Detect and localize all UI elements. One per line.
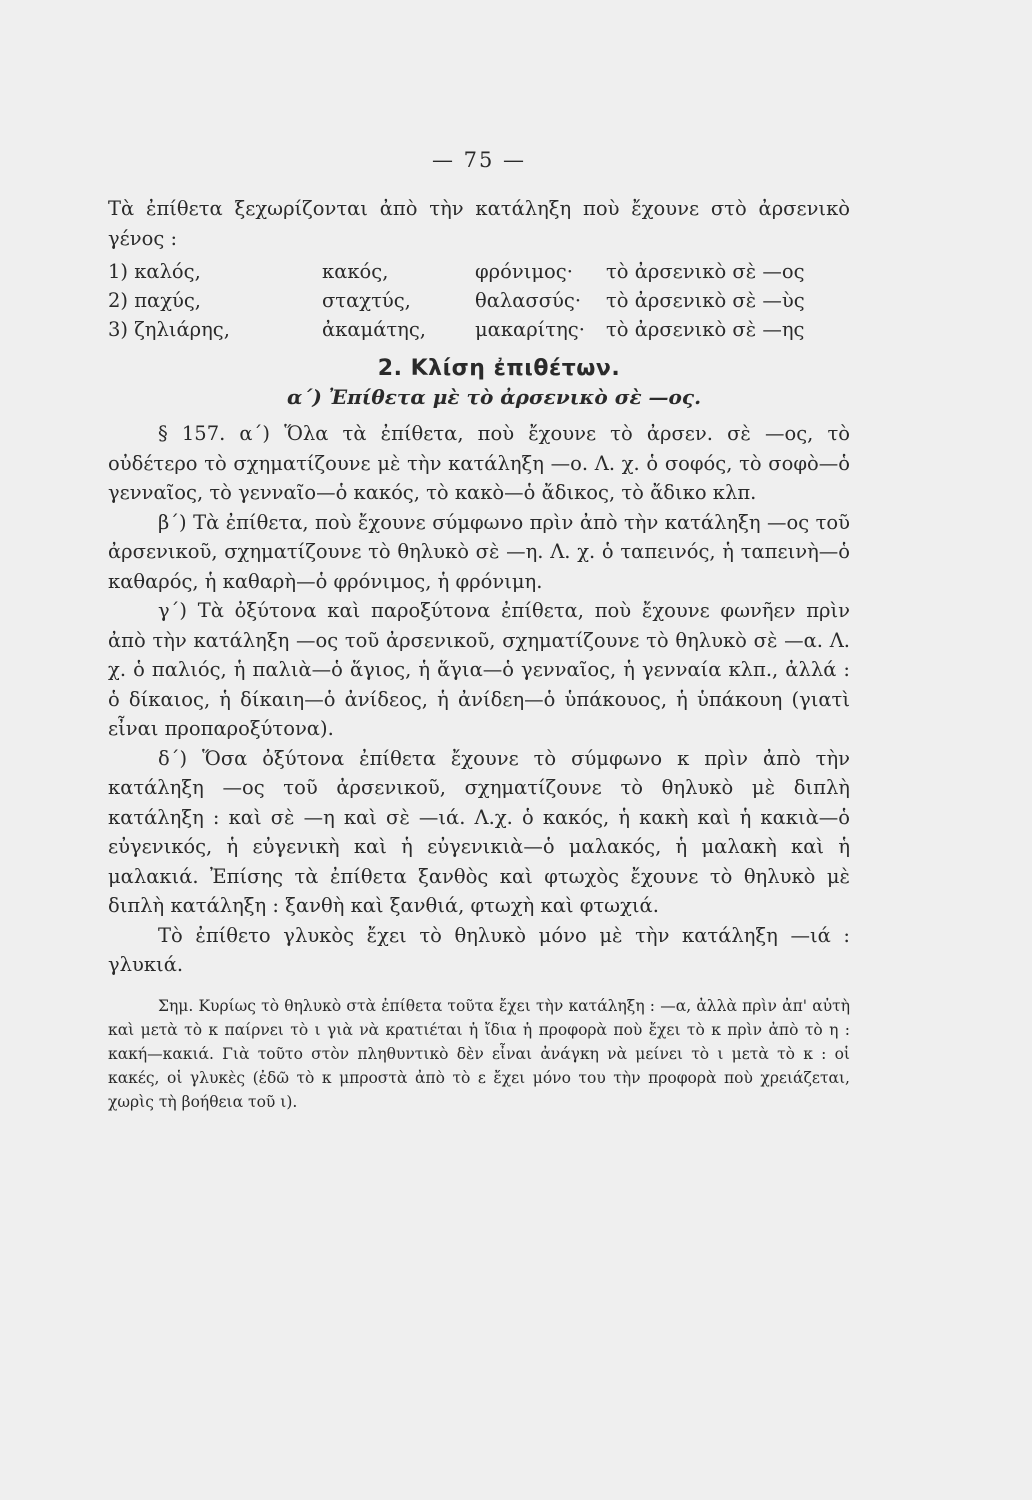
paragraph-b: β΄) Τὰ ἐπίθετα, ποὺ ἔχουνε σύμφωνο πρὶν ἀπὸ τὴν κατάληξη —ος τοῦ ἀρσενικοῦ, σχηματίζουνε τὸ θηλυκὸ σὲ —η. Λ. χ. ὁ ταπεινός, ἡ ταπεινὴ—ὁ καθαρός, ἡ καθαρὴ—ὁ φρόνιμος, ἡ φρόνιμη. <box>108 510 850 593</box>
paragraph-glykos: Τὸ ἐπίθετο γλυκὸς ἔχει τὸ θηλυκὸ μόνο μὲ τὴν κατάληξη —ιά : γλυκιά. <box>108 923 850 976</box>
page-number: — 75 — <box>431 148 527 172</box>
note-text: Σημ. Κυρίως τὸ θηλυκὸ στὰ ἐπίθετα τοῦτα ἔχει τὴν κατάληξη : —α, ἀλλὰ πρὶν ἀπ' αὐτὴ καὶ μετὰ τὸ κ παίρνει τὸ ι γιὰ νὰ κρατιέται ἡ ἴδια ἡ προφορὰ ποὺ ἔχει τὸ κ πρὶν ἀπὸ τὸ η : κακή—κακιά. Γιὰ τοῦτο στὸν πληθυντικὸ δὲν εἶναι ἀνάγκη νὰ μείνει τὸ ι μετὰ τὸ κ : οἱ κακές, οἱ γλυκὲς (ἐδῶ τὸ κ μπροστὰ ἀπὸ τὸ ε ἔχει μόνο του τὴν προφορὰ ποὺ χρειάζεται, χωρὶς τὴ βοήθεια τοῦ ι). <box>108 996 850 1111</box>
footnote <box>108 994 850 1114</box>
page-content <box>108 148 850 1114</box>
ending-list <box>108 257 850 344</box>
intro-paragraph: Τὰ ἐπίθετα ξεχωρίζονται ἀπὸ τὴν κατάληξη ποὺ ἔχουνε στὸ ἀρσενικὸ γένος : <box>108 197 850 250</box>
list-item: 1) καλός, κακός, φρόνιμος· τὸ ἀρσενικὸ σὲ —ος <box>108 260 805 283</box>
section-heading: 2. Κλίση ἐπιθέτων. <box>377 356 621 381</box>
paragraph-157a: § 157. α΄) Ὅλα τὰ ἐπίθετα, ποὺ ἔχουνε τὸ ἀρσεν. σὲ —ος, τὸ οὐδέτερο τὸ σχηματίζουνε μὲ τὴν κατάληξη —ο. Λ. χ. ὁ σοφός, τὸ σοφὸ—ὁ γενναῖος, τὸ γενναῖο—ὁ κακός, τὸ κακὸ—ὁ ἄδικος, τὸ ἄδικο κλπ. <box>108 422 850 504</box>
list-item: 3) ζηλιάρης, ἀκαμάτης, μακαρίτης· τὸ ἀρσενικὸ σὲ —ης <box>108 318 805 341</box>
paragraph-c: γ΄) Τὰ ὀξύτονα καὶ παροξύτονα ἐπίθετα, ποὺ ἔχουνε φωνῆεν πρὶν ἀπὸ τὴν κατάληξη —ος τοῦ ἀρσενικοῦ, σχηματίζουνε τὸ θηλυκὸ σὲ —α. Λ. χ. ὁ παλιός, ἡ παλιὰ—ὁ ἅγιος, ἡ ἅγια—ὁ γενναῖος, ἡ γενναία κλπ., ἀλλά : ὁ δίκαιος, ἡ δίκαιη—ὁ ἀνίδεος, ἡ ἀνίδεη—ὁ ὑπάκουος, ἡ ὑπάκουη (γιατὶ εἶναι προπαροξύτονα). <box>108 599 850 740</box>
paragraph-d: δ΄) Ὅσα ὀξύτονα ἐπίθετα ἔχουνε τὸ σύμφωνο κ πρὶν ἀπὸ τὴν κατάληξη —ος τοῦ ἀρσενικοῦ, σχηματίζουνε τὸ θηλυκὸ μὲ διπλὴ κατάληξη : καὶ σὲ —η καὶ σὲ —ιά. Λ.χ. ὁ κακός, ἡ κακὴ καὶ ἡ κακιὰ—ὁ εὐγενικός, ἡ εὐγενικὴ καὶ ἡ εὐγενικιὰ—ὁ μαλακός, ἡ μαλακὴ καὶ ἡ μαλακιά. Ἐπίσης τὰ ἐπίθετα ξανθὸς καὶ φτωχὸς ἔχουνε τὸ θηλυκὸ μὲ διπλὴ κατάληξη : ξανθὴ καὶ ξανθιά, φτωχὴ καὶ φτωχιά. <box>108 746 850 917</box>
list-item: 2) παχύς, σταχτύς, θαλασσύς· τὸ ἀρσενικὸ σὲ —ὺς <box>108 289 805 312</box>
section-subheading: α΄) Ἐπίθετα μὲ τὸ ἀρσενικὸ σὲ —ος. <box>286 385 702 409</box>
